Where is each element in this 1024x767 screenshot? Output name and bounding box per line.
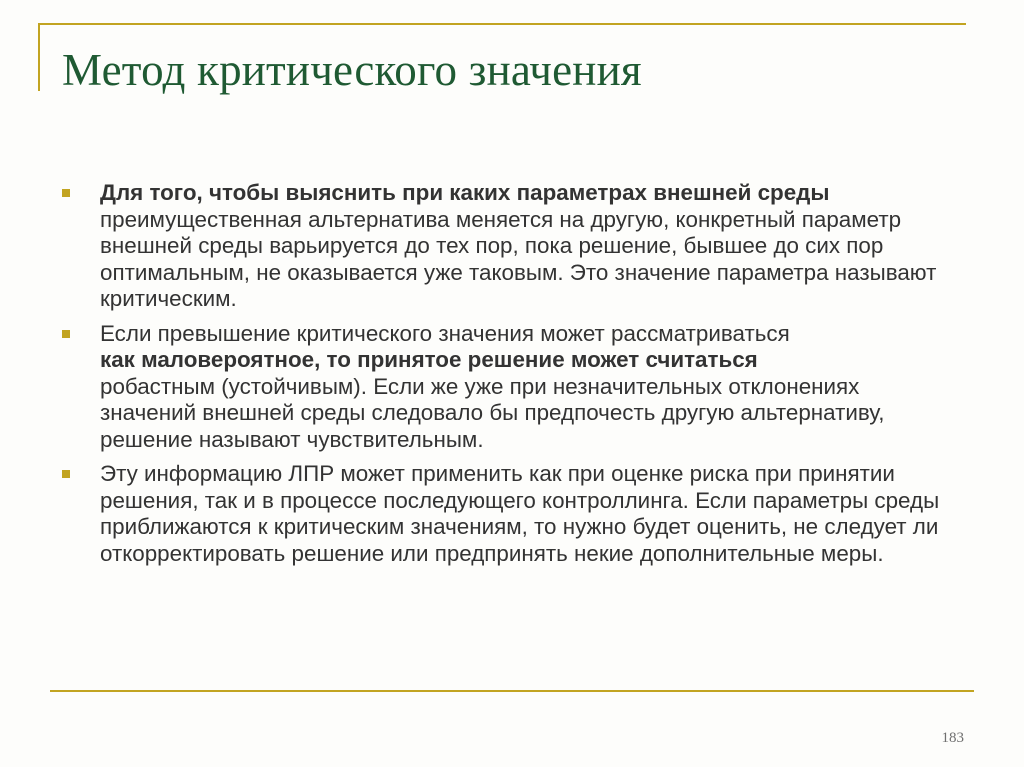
square-bullet-icon (62, 470, 70, 478)
bullet-item-1 (60, 180, 960, 313)
top-divider (38, 23, 966, 25)
bullet-2-pre-text: Если превышение критического значения может рассматриваться (100, 320, 790, 346)
bullet-list (60, 180, 960, 575)
slide-title: Метод критического значения (62, 45, 642, 95)
bottom-divider (50, 690, 974, 692)
bullet-1-bold-text: Для того, чтобы выяснить при каких параметрах внешней среды (100, 180, 830, 205)
bullet-item-2 (60, 321, 960, 454)
bullet-item-3 (60, 461, 960, 567)
bullet-2-post-text: робастным (устойчивым). Если же уже при незначительных отклонениях значений внешней среды следовало бы предпочесть другую альтернативу, решение называют чувствительным. (100, 373, 885, 452)
bullet-2-bold-text: как маловероятное, то принятое решение может считаться (100, 347, 758, 372)
left-divider (38, 23, 40, 91)
bullet-3-text: Эту информацию ЛПР может применить как при оценке риска при принятии решения, так и в процессе последующего контроллинга. Если параметры среды приближаются к критическим значениям, то нужно будет оценить, не следует ли откорректировать решение или предпринять некие дополнительные меры. (100, 461, 940, 566)
square-bullet-icon (62, 189, 70, 197)
bullet-1-text: преимущественная альтернатива меняется на другую, конкретный параметр внешней среды варьируется до тех пор, пока решение, бывшее до сих пор оптимальным, не оказывается уже таковым. Это значение параметра называют критическим. (100, 206, 937, 311)
page-number: 183 (941, 730, 964, 746)
square-bullet-icon (62, 330, 70, 338)
